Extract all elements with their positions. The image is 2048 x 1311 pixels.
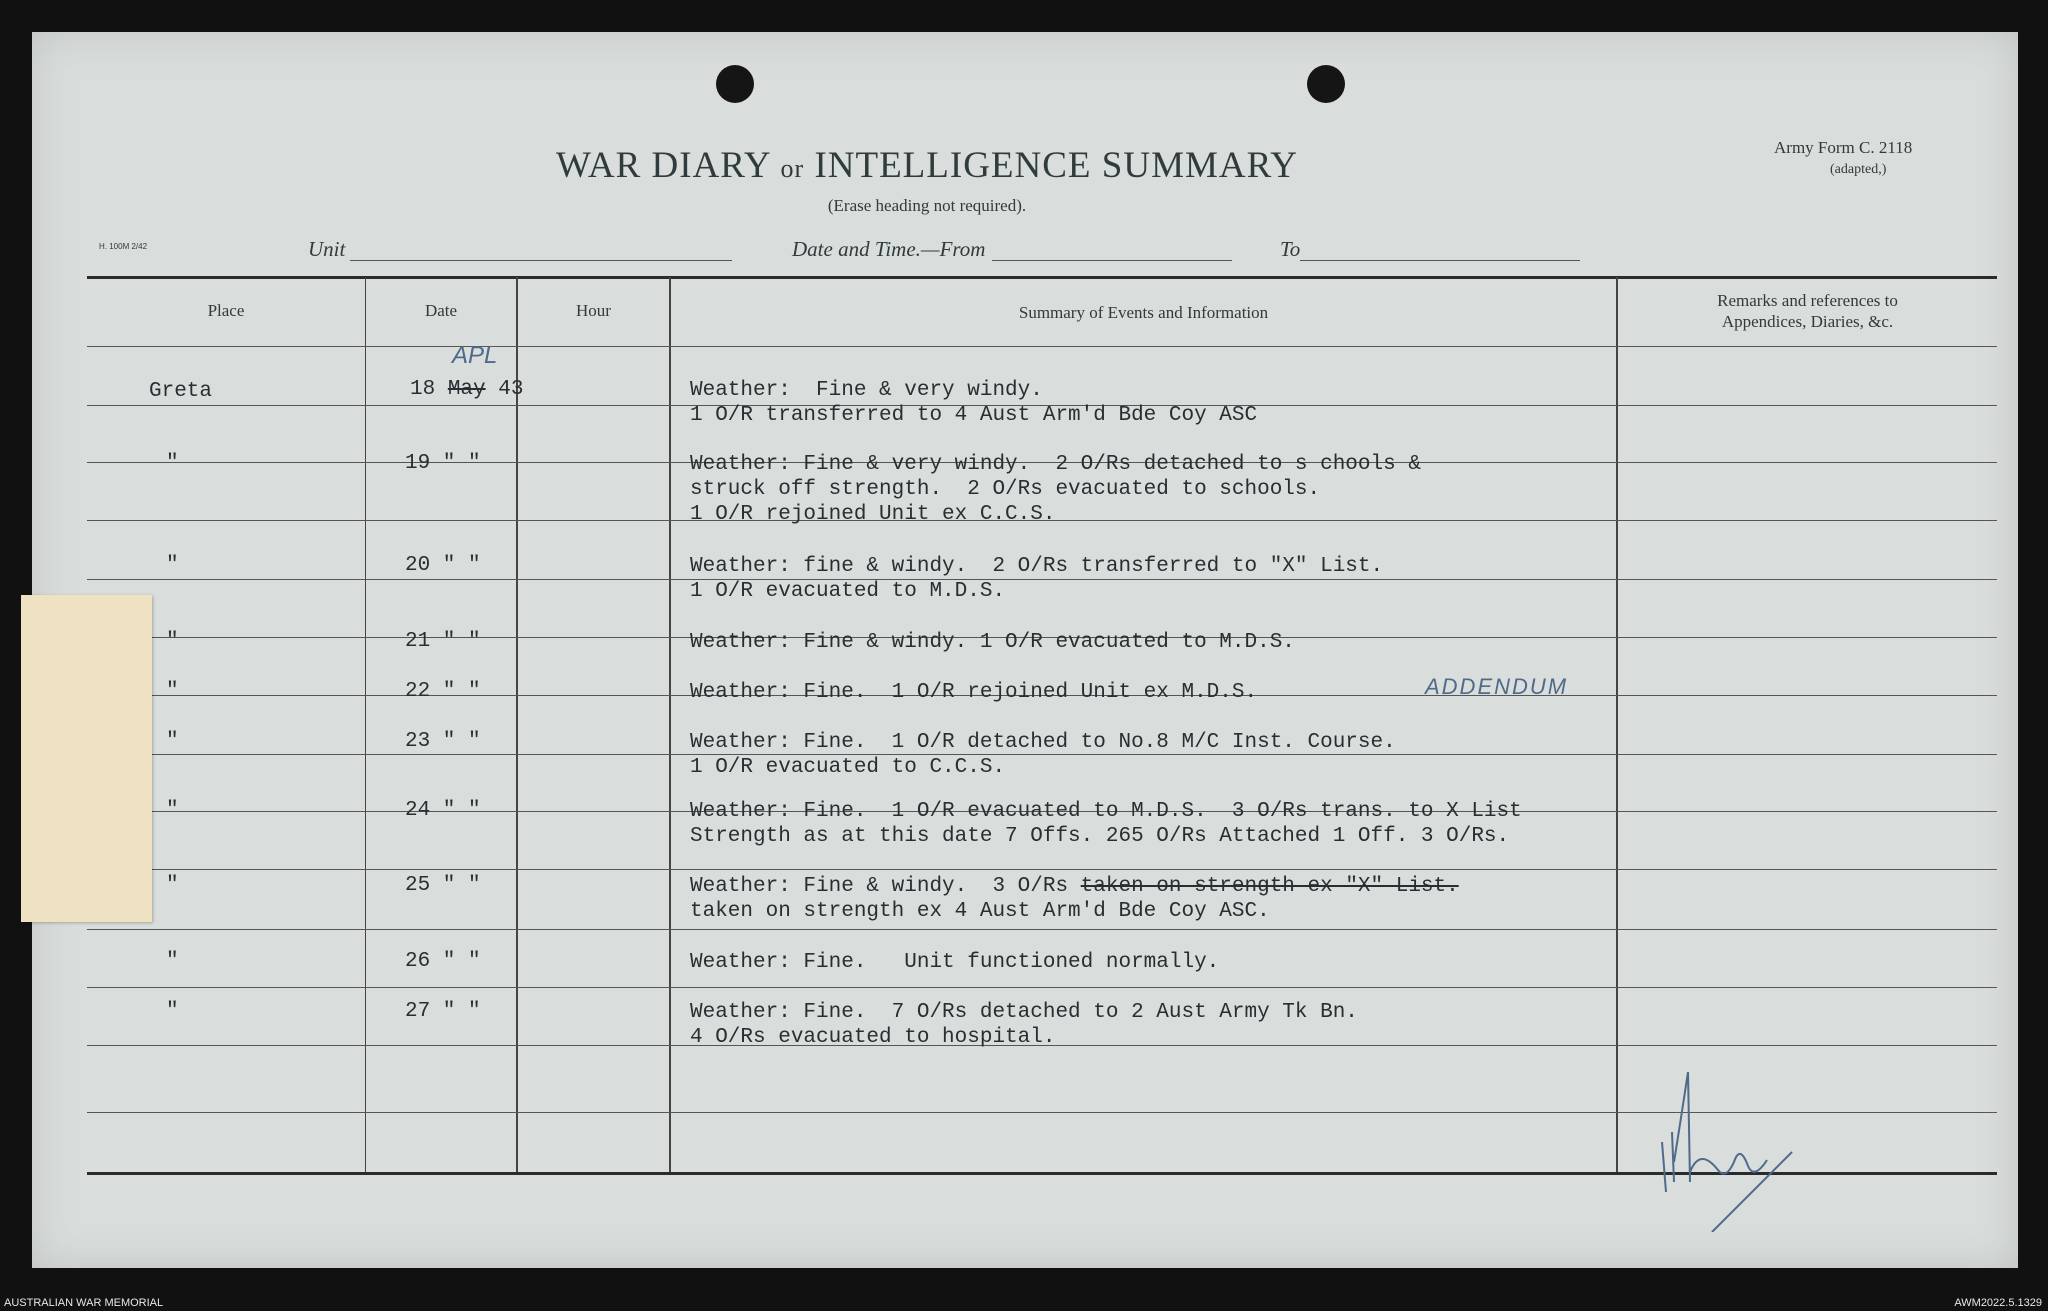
entry-summary bbox=[690, 630, 1640, 655]
entry-summary bbox=[690, 452, 1640, 527]
entry-place: " bbox=[166, 950, 179, 973]
entry-date: 19 " " bbox=[405, 452, 481, 475]
entry-place: Greta bbox=[149, 380, 213, 403]
date-from-field bbox=[992, 260, 1232, 261]
entry-place: " bbox=[166, 730, 179, 753]
column-header-remarks bbox=[1618, 290, 1997, 332]
entry-summary bbox=[690, 554, 1640, 604]
row-rule bbox=[87, 929, 1997, 930]
date-correction-handwritten: APL bbox=[452, 342, 498, 369]
entry-place: " bbox=[166, 1000, 179, 1023]
column-header-hour: Hour bbox=[576, 301, 611, 320]
entry-summary bbox=[690, 378, 1640, 428]
punch-hole-left bbox=[716, 65, 754, 103]
form-subtitle: (Erase heading not required). bbox=[827, 196, 1027, 215]
title-or: or bbox=[780, 154, 805, 183]
pasted-paper-slip bbox=[21, 595, 152, 922]
remarks-header-line-1: Remarks and references to bbox=[1717, 291, 1898, 310]
summary-line: Weather: Fine & very windy. 2 O/Rs detached to s chools & bbox=[690, 453, 1421, 476]
summary-line: struck off strength. 2 O/Rs evacuated to schools. bbox=[690, 478, 1321, 501]
summary-line: 1 O/R rejoined Unit ex C.C.S. bbox=[690, 503, 1056, 526]
entry-date bbox=[410, 378, 523, 401]
summary-line: Weather: Fine. 1 O/R rejoined Unit ex M.D.S. bbox=[690, 681, 1258, 704]
entry-summary bbox=[690, 950, 1640, 975]
summary-line: Weather: Fine. 7 O/Rs detached to 2 Aust Army Tk Bn. bbox=[690, 1001, 1358, 1024]
addendum-handwritten: ADDENDUM bbox=[1425, 674, 1569, 699]
punch-hole-right bbox=[1307, 65, 1345, 103]
summary-text: Weather: Fine & windy. 3 O/Rs bbox=[690, 875, 1081, 898]
title-war-diary: WAR DIARY bbox=[556, 145, 771, 186]
summary-line: 1 O/R evacuated to M.D.S. bbox=[690, 580, 1006, 603]
entry-date: 26 " " bbox=[405, 950, 481, 973]
date-month-struck: May bbox=[447, 378, 486, 401]
entry-date: 23 " " bbox=[405, 730, 481, 753]
entry-place: " bbox=[166, 874, 179, 897]
column-header-place: Place bbox=[207, 301, 245, 320]
entry-date: 25 " " bbox=[405, 874, 481, 897]
row-rule bbox=[87, 346, 1997, 347]
summary-line: 1 O/R evacuated to C.C.S. bbox=[690, 756, 1006, 779]
unit-label: Unit bbox=[308, 237, 346, 261]
army-form-number: Army Form C. 2118 bbox=[1774, 138, 1913, 157]
entry-date: 20 " " bbox=[405, 554, 481, 577]
table-top-rule bbox=[87, 276, 1997, 279]
entry-date: 21 " " bbox=[405, 630, 481, 653]
summary-line: Weather: Fine & windy. 1 O/R evacuated to M.D.S. bbox=[690, 631, 1295, 654]
date-year: 43 bbox=[498, 378, 524, 401]
summary-line: Weather: Fine. 1 O/R detached to No.8 M/C Inst. Course. bbox=[690, 731, 1396, 754]
entry-place: " bbox=[166, 630, 179, 653]
row-rule bbox=[87, 869, 1997, 870]
entry-place: " bbox=[166, 680, 179, 703]
summary-line: 1 O/R transferred to 4 Aust Arm'd Bde Coy ASC bbox=[690, 404, 1258, 427]
footer-accession-number: AWM2022.5.1329 bbox=[1954, 1297, 2042, 1309]
column-header-date: Date bbox=[424, 301, 458, 320]
to-label: To bbox=[1280, 237, 1301, 261]
war-diary-sheet bbox=[32, 32, 2018, 1268]
summary-line: taken on strength ex 4 Aust Arm'd Bde Coy ASC. bbox=[690, 900, 1270, 923]
column-divider-date bbox=[516, 277, 518, 1172]
column-header-summary: Summary of Events and Information bbox=[1018, 303, 1269, 322]
form-title bbox=[32, 144, 1822, 187]
column-divider-place bbox=[365, 277, 366, 1172]
date-to-field bbox=[1300, 260, 1580, 261]
summary-line: Weather: fine & windy. 2 O/Rs transferred to "X" List. bbox=[690, 555, 1384, 578]
title-intelligence-summary: INTELLIGENCE SUMMARY bbox=[814, 145, 1298, 186]
adapted-note: (adapted,) bbox=[1830, 162, 1887, 177]
entry-date: 27 " " bbox=[405, 1000, 481, 1023]
summary-line bbox=[690, 874, 1640, 899]
footer-institution: AUSTRALIAN WAR MEMORIAL bbox=[4, 1297, 164, 1309]
summary-line: 4 O/Rs evacuated to hospital. bbox=[690, 1026, 1056, 1049]
summary-line: Weather: Fine. 1 O/R evacuated to M.D.S. 3 O/Rs trans. to X List bbox=[690, 800, 1522, 823]
row-rule bbox=[87, 987, 1997, 988]
summary-line: Weather: Fine. Unit functioned normally. bbox=[690, 951, 1220, 974]
summary-line: Strength as at this date 7 Offs. 265 O/Rs Attached 1 Off. 3 O/Rs. bbox=[690, 825, 1510, 848]
remarks-header-line-2: Appendices, Diaries, &c. bbox=[1721, 312, 1894, 331]
entry-date: 22 " " bbox=[405, 680, 481, 703]
date-day: 18 bbox=[410, 378, 436, 401]
entry-place: " bbox=[166, 554, 179, 577]
entry-place: " bbox=[166, 452, 179, 475]
pencil-signature bbox=[1622, 1052, 1822, 1232]
entry-summary bbox=[690, 874, 1640, 924]
entry-summary bbox=[690, 799, 1640, 849]
entry-place: " bbox=[166, 799, 179, 822]
date-time-label: Date and Time.—From bbox=[792, 237, 986, 261]
entry-date: 24 " " bbox=[405, 799, 481, 822]
column-divider-hour bbox=[669, 277, 671, 1172]
summary-line: Weather: Fine & very windy. bbox=[690, 379, 1043, 402]
print-code: H. 100M 2/42 bbox=[99, 242, 148, 251]
entry-summary bbox=[690, 730, 1640, 780]
unit-field bbox=[350, 260, 732, 261]
entry-summary bbox=[690, 1000, 1640, 1050]
struck-text: taken on strength ex "X" List. bbox=[1080, 875, 1459, 898]
